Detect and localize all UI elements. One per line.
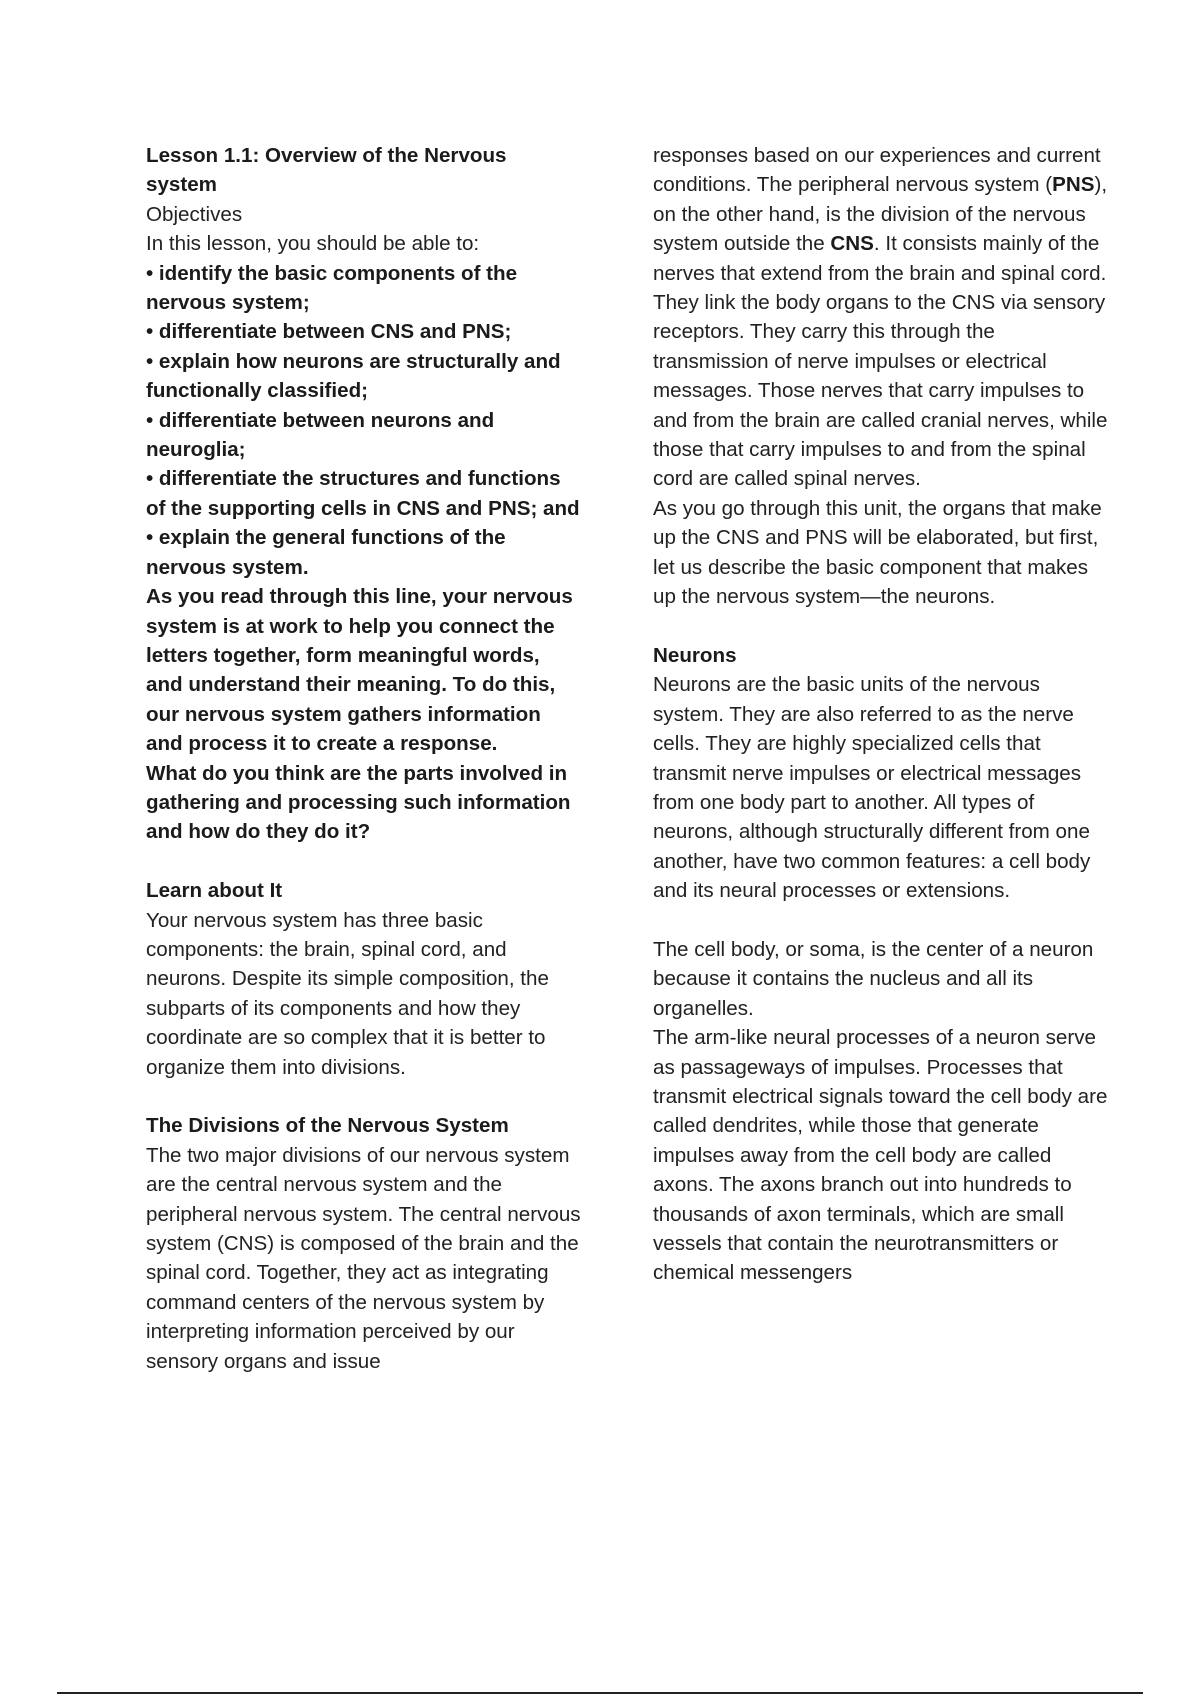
guiding-question: What do you think are the parts involved in gathering and processing such information and how do they do it? [146,761,571,844]
continued-text-a: responses based on our experiences and current conditions. The peripheral nervous system ( [653,144,1101,197]
objective-item: • differentiate between CNS and PNS; [146,320,512,344]
continued-paragraph [653,141,1108,494]
continued-text-c: . It consists mainly of the nerves that extend from the brain and spinal cord. They link the body organs to the CNS via sensory receptors. They carry this through the transmission of nerve impulses or electrical messages. Those nerves that carry impulses to and from the brain are called cranial nerves, while those that carry impulses to and from the spinal cord are called spinal nerves. [653,232,1108,491]
cns-term: CNS [830,232,874,256]
divisions-heading: The Divisions of the Nervous System [146,1114,509,1138]
left-column [146,141,581,1376]
processes-paragraph: The arm-like neural processes of a neuron serve as passageways of impulses. Processes that transmit electrical signals toward the cell body are called dendrites, while those that generate impulses away from the cell body are called axons. The axons branch out into hundreds to thousands of axon terminals, which are small vessels that contain the neurotransmitters or chemical messengers [653,1026,1108,1285]
spacer [653,612,1108,641]
spacer [146,847,581,876]
learn-heading: Learn about It [146,879,283,903]
right-column [653,141,1108,1288]
objective-item: • identify the basic components of the nervous system; [146,261,518,315]
divisions-paragraph: The two major divisions of our nervous system are the central nervous system and the peripheral nervous system. The central nervous system (CNS) is composed of the brain and the spinal cord. Together, they act as integrating command centers of the nervous system by interpreting information perceived by our sensory organs and issue [146,1143,581,1373]
objectives-heading: Objectives [146,202,243,226]
continued-text-b: ), on the other hand, is the division of the nervous system outside the [653,173,1108,256]
learn-paragraph: Your nervous system has three basic components: the brain, spinal cord, and neurons. Despite its simple composition, the subparts of its components and how they coordinate are so complex that it is better to organize them into divisions. [146,908,549,1079]
spacer [146,1082,581,1111]
neurons-heading: Neurons [653,643,737,667]
unit-paragraph: As you go through this unit, the organs that make up the CNS and PNS will be elaborated, but first, let us describe the basic component that makes up the nervous system—the neurons. [653,496,1102,609]
lesson-title: Lesson 1.1: Overview of the Nervous system [146,144,507,197]
objective-item: • explain how neurons are structurally and functionally classified; [146,349,561,403]
pns-term: PNS [1052,173,1095,197]
objective-item: • explain the general functions of the nervous system. [146,526,506,579]
intro-paragraph: As you read through this line, your nervous system is at work to help you connect the letters together, form meaningful words, and understand their meaning. To do this, our nervous system gathers information and process it to create a response. [146,585,573,756]
neurons-paragraph: Neurons are the basic units of the nervous system. They are also referred to as the nerve cells. They are highly specialized cells that transmit nerve impulses or electrical messages from one body part to another. All types of neurons, although structurally different from one another, have two common features: a cell body and its neural processes or extensions. [653,673,1091,903]
objectives-intro: In this lesson, you should be able to: [146,232,480,256]
objective-item: • differentiate between neurons and neuroglia; [146,408,495,462]
objective-item: • differentiate the structures and functions of the supporting cells in CNS and PNS; and [146,467,580,520]
soma-paragraph: The cell body, or soma, is the center of a neuron because it contains the nucleus and all its organelles. [653,937,1094,1020]
spacer [653,906,1108,935]
footer-rule [57,1692,1143,1694]
